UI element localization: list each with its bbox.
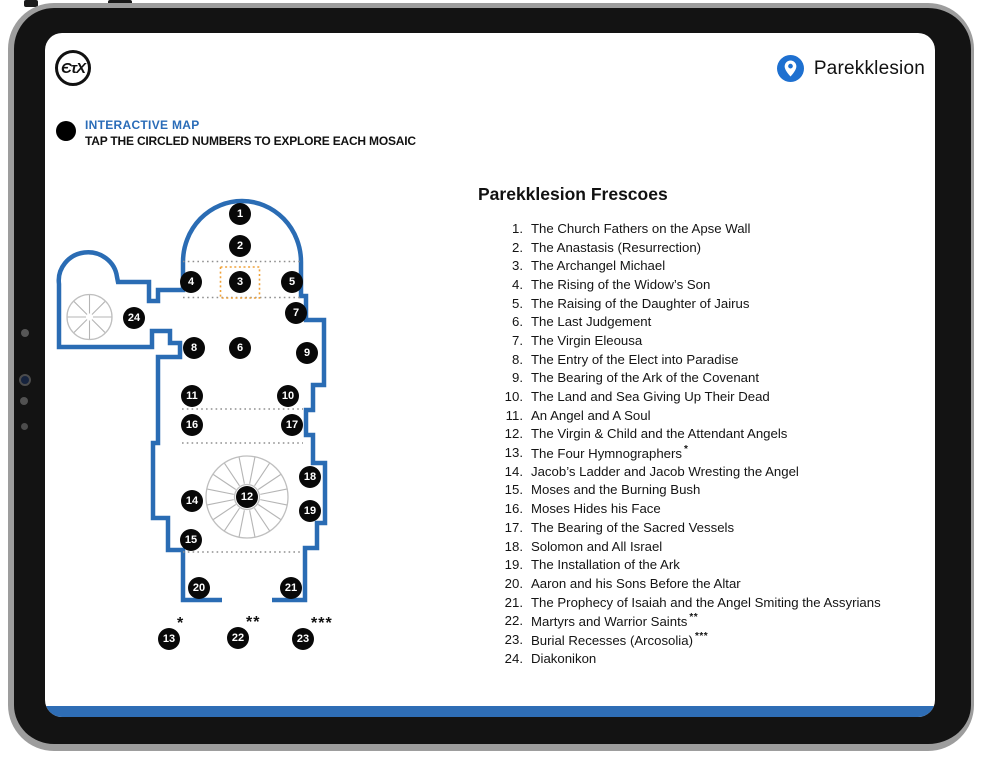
legend-item-number: 16.	[504, 501, 523, 517]
map-marker-24[interactable]: 24	[123, 307, 145, 329]
location-label: Parekklesion	[813, 57, 925, 79]
legend-item-label: Martyrs and Warrior Saints **	[531, 612, 699, 630]
map-marker-17[interactable]: 17	[281, 414, 303, 436]
legend-item	[478, 481, 881, 500]
legend-item-number: 20.	[504, 575, 523, 591]
map-marker-13[interactable]: 13 *	[158, 628, 180, 650]
legend-item	[478, 406, 881, 425]
legend-item-label: Burial Recesses (Arcosolia) ***	[531, 630, 709, 648]
legend-item-label: The Archangel Michael	[531, 258, 666, 274]
legend-item-label: The Prophecy of Isaiah and the Angel Smiting the Assyrians	[531, 594, 881, 610]
legend-item-number: 8.	[512, 351, 523, 367]
legend-item	[478, 350, 881, 369]
legend-item	[478, 611, 881, 630]
map-marker-7[interactable]: 7	[285, 302, 307, 324]
location-pin-badge	[777, 55, 804, 82]
legend-item-label: Jacob’s Ladder and Jacob Wresting the Angel	[531, 463, 799, 479]
legend-item	[478, 425, 881, 444]
intro-title: INTERACTIVE MAP	[85, 118, 200, 132]
intro-subtitle: TAP THE CIRCLED NUMBERS TO EXPLORE EACH MOSAIC	[85, 134, 416, 148]
legend-item-label: The Church Fathers on the Apse Wall	[531, 220, 751, 236]
legend-item	[478, 331, 881, 350]
map-marker-20[interactable]: 20	[188, 577, 210, 599]
map-marker-4[interactable]: 4	[180, 271, 202, 293]
legend-item	[478, 630, 881, 649]
legend-item	[478, 574, 881, 593]
legend-item	[478, 294, 881, 313]
legend-item-number: 2.	[512, 239, 523, 255]
legend-item-label: The Bearing of the Ark of the Covenant	[531, 370, 759, 386]
legend-item-label: The Entry of the Elect into Paradise	[531, 351, 739, 367]
legend-item	[478, 275, 881, 294]
legend-item-label: The Rising of the Widow’s Son	[531, 276, 711, 292]
legend-item-label: The Virgin & Child and the Attendant Angels	[531, 426, 788, 442]
legend-item-number: 15.	[504, 482, 523, 498]
legend-item-number: 23.	[504, 631, 523, 647]
intro-bullet-dot	[56, 121, 76, 141]
legend-list	[478, 219, 881, 668]
legend-item	[478, 219, 881, 238]
legend-item-number: 18.	[504, 538, 523, 554]
map-marker-5[interactable]: 5	[281, 271, 303, 293]
legend-item	[478, 443, 881, 462]
legend-item-number: 24.	[504, 650, 523, 666]
screen	[45, 33, 935, 717]
legend-item	[478, 649, 881, 668]
map-marker-3[interactable]: 3	[229, 271, 251, 293]
legend-item-number: 7.	[512, 332, 523, 348]
map-marker-10[interactable]: 10	[277, 385, 299, 407]
legend-item-number: 11.	[505, 407, 523, 423]
legend-item-label: Aaron and his Sons Before the Altar	[531, 575, 741, 591]
legend-item-number: 3.	[512, 258, 523, 274]
legend-item-number: 13.	[504, 445, 523, 461]
legend-item	[478, 593, 881, 612]
map-marker-22[interactable]: 22 **	[227, 627, 249, 649]
legend-item-label: The Bearing of the Sacred Vessels	[531, 519, 735, 535]
legend-item	[478, 312, 881, 331]
screen-bottom-bar	[45, 706, 935, 717]
legend-item-number: 22.	[504, 613, 523, 629]
legend-item-number: 6.	[512, 314, 523, 330]
legend-item-number: 10.	[504, 389, 523, 405]
legend-item-label: The Raising of the Daughter of Jairus	[531, 295, 750, 311]
map-marker-16[interactable]: 16	[181, 414, 203, 436]
legend-item-label: Moses and the Burning Bush	[531, 482, 701, 498]
legend-item-number: 17.	[504, 519, 523, 535]
map-pin-icon	[784, 60, 797, 77]
legend-title: Parekklesion Frescoes	[478, 184, 668, 204]
map-marker-9[interactable]: 9	[296, 342, 318, 364]
legend-item-label: Solomon and All Israel	[531, 538, 663, 554]
map-marker-6[interactable]: 6	[229, 337, 251, 359]
location-header	[777, 55, 925, 82]
legend-item-number: 21.	[504, 594, 523, 610]
legend-item-number: 4.	[512, 276, 523, 292]
marker-asterisk: ***	[311, 615, 333, 632]
app-logo	[55, 50, 91, 86]
legend-item-number: 19.	[504, 557, 523, 573]
marker-asterisk: **	[246, 614, 261, 631]
map-marker-8[interactable]: 8	[183, 337, 205, 359]
legend-item-label: The Last Judgement	[531, 314, 652, 330]
logo-text: ЄτΧ	[61, 59, 85, 77]
map-marker-15[interactable]: 15	[180, 529, 202, 551]
map-marker-21[interactable]: 21	[280, 577, 302, 599]
legend-item-number: 1.	[512, 220, 523, 236]
legend-item	[478, 462, 881, 481]
legend-item	[478, 256, 881, 275]
map-marker-12[interactable]: 12	[236, 486, 258, 508]
diakonikon-wheel	[67, 295, 112, 340]
map-marker-2[interactable]: 2	[229, 235, 251, 257]
legend-item	[478, 518, 881, 537]
legend-item-label: The Land and Sea Giving Up Their Dead	[531, 389, 770, 405]
sensor-dot-icon	[20, 397, 28, 405]
map-marker-1[interactable]: 1	[229, 203, 251, 225]
legend-item-number: 5.	[512, 295, 523, 311]
map-marker-23[interactable]: 23 ***	[292, 628, 314, 650]
sensor-dot-icon	[21, 423, 28, 430]
legend-item-label: Moses Hides his Face	[531, 501, 661, 517]
legend-item-number: 9.	[512, 370, 523, 386]
map-marker-19[interactable]: 19	[299, 500, 321, 522]
legend-item-number: 12.	[504, 426, 523, 442]
sensor-dot-icon	[21, 329, 29, 337]
legend-item	[478, 369, 881, 388]
legend-item-label: Diakonikon	[531, 650, 597, 666]
legend-item-label: The Installation of the Ark	[531, 557, 680, 573]
camera-lens-icon	[19, 374, 31, 386]
map-marker-18[interactable]: 18	[299, 466, 321, 488]
legend-item-number: 14.	[504, 463, 523, 479]
legend-item	[478, 499, 881, 518]
legend-item-label: An Angel and A Soul	[531, 407, 651, 423]
legend-item	[478, 555, 881, 574]
legend-item	[478, 537, 881, 556]
map-marker-11[interactable]: 11	[181, 385, 203, 407]
legend-item	[478, 238, 881, 257]
legend-item-label: The Anastasis (Resurrection)	[531, 239, 702, 255]
legend-item-label: The Virgin Eleousa	[531, 332, 643, 348]
legend-item	[478, 387, 881, 406]
marker-asterisk: *	[177, 615, 185, 632]
map-marker-14[interactable]: 14	[181, 490, 203, 512]
legend-item-label: The Four Hymnographers *	[531, 444, 689, 462]
